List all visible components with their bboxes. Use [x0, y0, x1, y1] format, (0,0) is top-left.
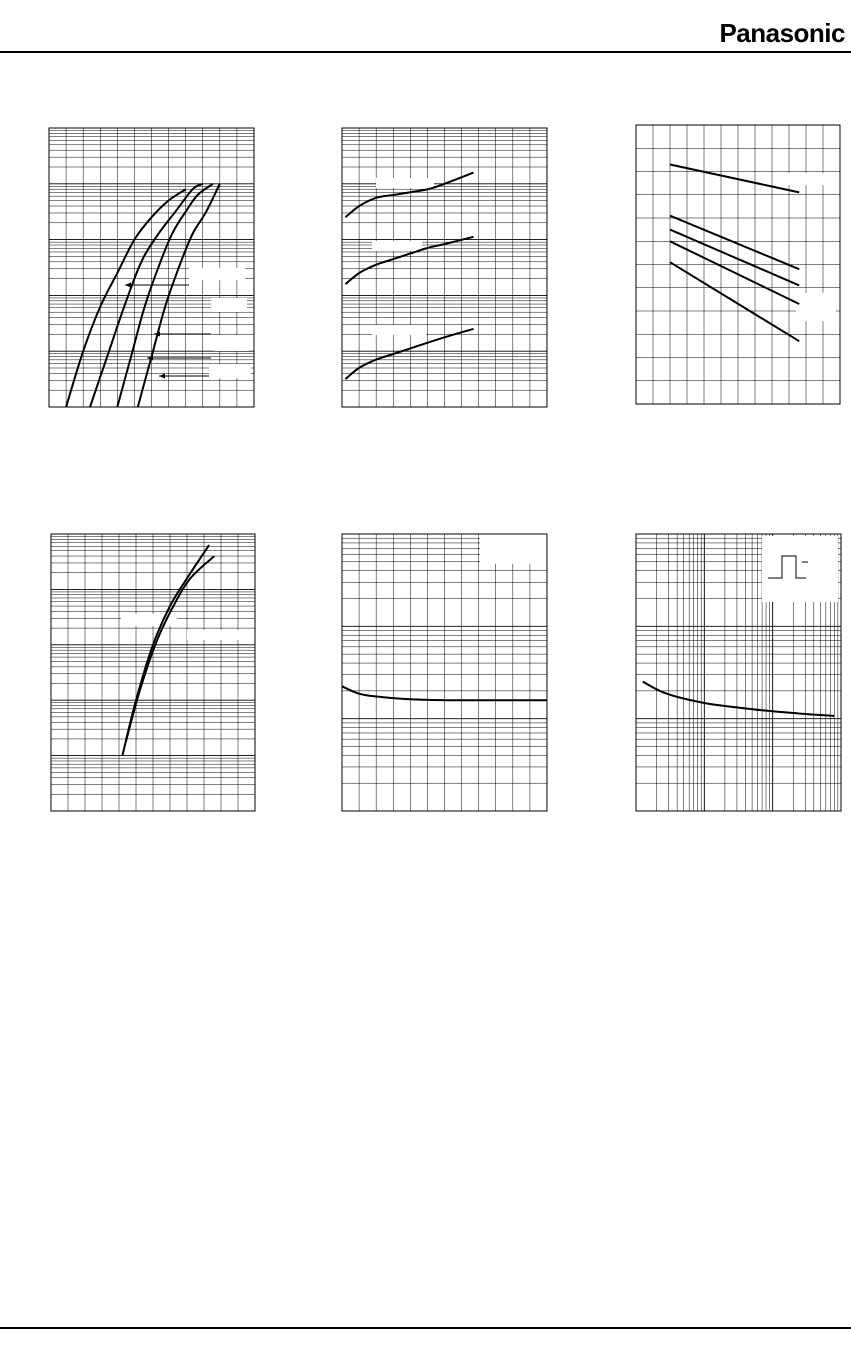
label-area	[480, 534, 547, 564]
label-area	[372, 241, 422, 251]
chart-4	[51, 534, 255, 811]
label-area	[214, 335, 249, 351]
label-area	[189, 268, 245, 280]
chart-1	[49, 128, 254, 407]
brand-logo: Panasonic	[719, 18, 845, 48]
label-area	[372, 325, 426, 335]
label-area	[187, 630, 245, 640]
series-line	[670, 216, 799, 270]
label-area	[762, 536, 838, 602]
label-area	[209, 364, 251, 378]
chart-5	[342, 534, 547, 811]
series-line	[670, 230, 799, 286]
series-line	[670, 165, 799, 193]
chart-2	[342, 128, 547, 407]
chart-3	[636, 125, 840, 404]
label-area	[376, 178, 434, 188]
chart-6	[636, 534, 841, 811]
series-line	[670, 262, 799, 341]
series-line	[670, 241, 799, 304]
label-area	[782, 173, 834, 185]
label-area	[211, 298, 247, 312]
annotation-arrowhead	[159, 374, 165, 379]
annotation-arrowhead	[125, 283, 131, 288]
footer-rule	[0, 1327, 851, 1329]
header-rule	[0, 51, 851, 53]
label-area	[796, 293, 836, 321]
